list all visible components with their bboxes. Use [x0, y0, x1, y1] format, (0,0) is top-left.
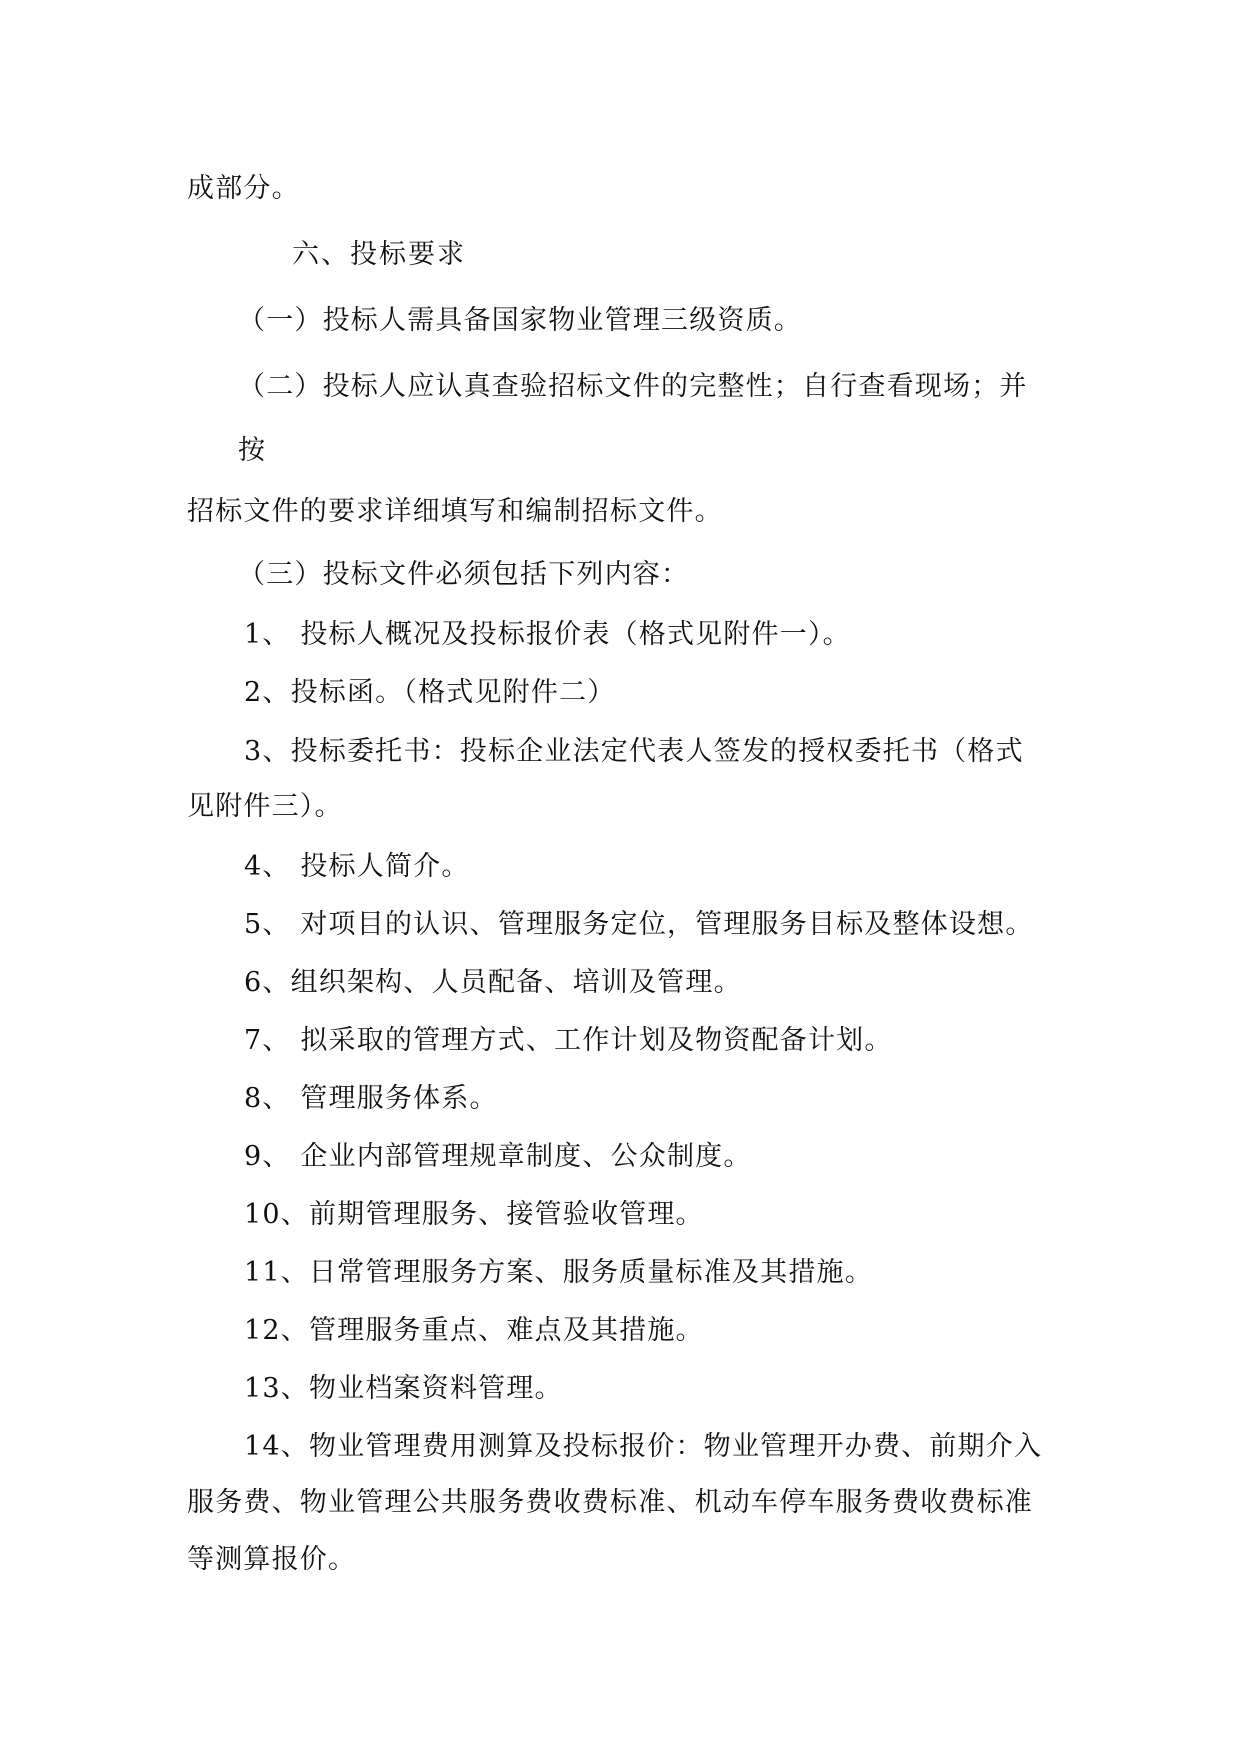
- content-item-14: 14、物业管理费用测算及投标报价：物业管理开办费、前期介入: [244, 1431, 1043, 1462]
- content-item-9: 9、 企业内部管理规章制度、公众制度。: [244, 1141, 752, 1172]
- content-item-2: 2、投标函。（格式见附件二）: [244, 677, 616, 708]
- content-item-13: 13、物业档案资料管理。: [244, 1373, 563, 1404]
- requirement-item-2: （二）投标人应认真查验招标文件的完整性；自行查看现场；并: [238, 371, 1028, 402]
- content-item-3: 3、投标委托书：投标企业法定代表人签发的授权委托书（格式: [244, 736, 1024, 767]
- content-item-8: 8、 管理服务体系。: [244, 1083, 498, 1114]
- requirement-item-3: （三）投标文件必须包括下列内容：: [238, 559, 690, 590]
- content-item-7: 7、 拟采取的管理方式、工作计划及物资配备计划。: [244, 1025, 893, 1056]
- content-item-14-end: 等测算报价。: [187, 1544, 357, 1575]
- content-item-3-continuation: 见附件三）。: [187, 791, 343, 822]
- content-item-4: 4、 投标人简介。: [244, 851, 470, 882]
- content-item-11: 11、日常管理服务方案、服务质量标准及其措施。: [244, 1257, 873, 1288]
- content-item-10: 10、前期管理服务、接管验收管理。: [244, 1199, 704, 1230]
- content-item-5: 5、 对项目的认识、管理服务定位，管理服务目标及整体设想。: [244, 909, 1034, 940]
- content-item-6: 6、组织架构、人员配备、培训及管理。: [244, 967, 742, 998]
- requirement-item-1: （一）投标人需具备国家物业管理三级资质。: [238, 305, 802, 336]
- requirement-item-2-continuation: 招标文件的要求详细填写和编制招标文件。: [187, 496, 723, 527]
- requirement-item-2-wrap: 按: [238, 435, 267, 466]
- content-item-12: 12、管理服务重点、难点及其措施。: [244, 1315, 704, 1346]
- content-item-14-continuation: 服务费、物业管理公共服务费收费标准、机动车停车服务费收费标准: [187, 1487, 1033, 1518]
- content-item-1: 1、 投标人概况及投标报价表（格式见附件一）。: [244, 619, 851, 650]
- section-heading-bid-requirements: 六、投标要求: [292, 239, 466, 270]
- paragraph-line-continuation: 成部分。: [187, 173, 300, 204]
